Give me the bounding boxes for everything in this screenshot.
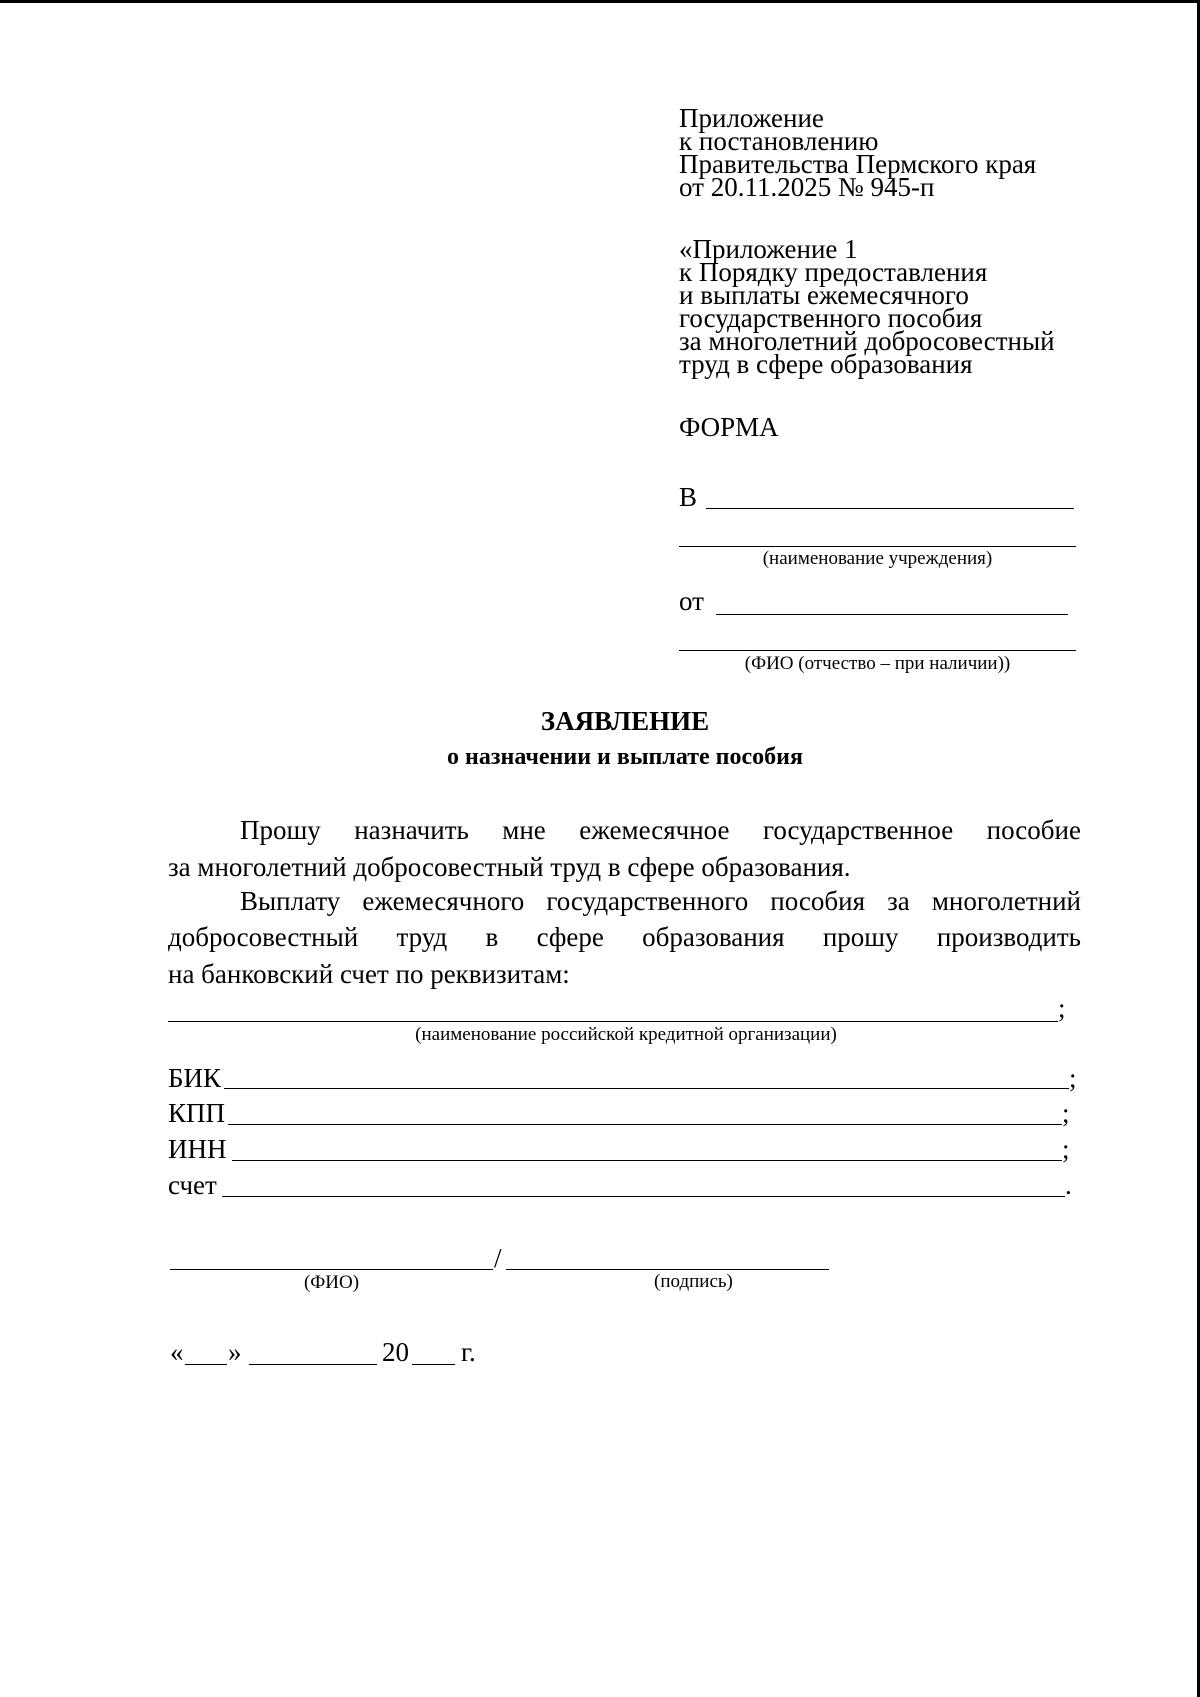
word: пособие (986, 815, 1081, 845)
kpp-label: КПП (168, 1098, 226, 1128)
annex-line: государственного пособия (679, 303, 983, 333)
paragraph-2-line-1 (240, 883, 1081, 919)
word: Прошу (240, 815, 321, 845)
bik-end: ; (1069, 1063, 1077, 1093)
inn-field-line[interactable] (232, 1160, 1062, 1161)
word: в (485, 922, 499, 952)
annex-block (679, 234, 1055, 379)
paragraph-2-line-2 (168, 919, 1081, 955)
word: труд (396, 922, 448, 952)
bank-name-caption: (наименование российской кредитной организации) (415, 1024, 837, 1045)
bank-name-field-line[interactable] (168, 1021, 1058, 1022)
paragraph-1-line-2: за многолетний добросовестный труд в сфере образования. (168, 852, 851, 882)
document-title: ЗАЯВЛЕНИЕ (540, 706, 710, 736)
word: добросовестный (168, 922, 359, 952)
signature-sign-caption: (подпись) (654, 1271, 733, 1292)
word: образования (642, 922, 785, 952)
date-close-quote: » (228, 1337, 242, 1367)
account-end: . (1065, 1170, 1072, 1200)
paragraph-1-line-1 (240, 812, 1081, 848)
annex-line: «Приложение 1 (679, 234, 858, 264)
appendix-block (679, 103, 1037, 202)
institution-field-line-2[interactable] (679, 546, 1076, 547)
word: государственное (762, 815, 954, 845)
document-subtitle: о назначении и выплате пособия (447, 744, 803, 770)
word: многолетний (931, 886, 1081, 916)
from-prefix: от (679, 586, 704, 616)
bik-label: БИК (168, 1063, 222, 1093)
word: Выплату (240, 886, 341, 916)
to-prefix: В (679, 482, 698, 512)
word: назначить (354, 815, 469, 845)
applicant-fio-caption: (ФИО (отчество – при наличии)) (744, 653, 1011, 674)
account-field-line[interactable] (222, 1196, 1065, 1197)
applicant-fio-line-2[interactable] (679, 650, 1076, 651)
date-open-quote: « (170, 1337, 184, 1367)
signature-separator: / (494, 1243, 502, 1273)
signature-fio-caption: (ФИО) (303, 1272, 360, 1293)
scan-edge-top (0, 0, 1200, 3)
word: пособия (770, 886, 865, 916)
annex-line: за многолетний добросовестный (679, 326, 1055, 356)
account-label: счет (168, 1170, 217, 1200)
kpp-end: ; (1062, 1098, 1070, 1128)
appendix-line: Правительства Пермского края (679, 149, 1037, 179)
bank-name-end: ; (1058, 993, 1066, 1023)
appendix-line: от 20.11.2025 № 945-п (679, 172, 935, 202)
word: за (887, 886, 910, 916)
form-label: ФОРМА (679, 412, 779, 442)
signature-sign-line[interactable] (506, 1269, 829, 1270)
paragraph-2-line-3: на банковский счет по реквизитам: (168, 959, 570, 989)
date-year-field[interactable] (412, 1364, 455, 1365)
institution-field-line-1[interactable] (706, 508, 1074, 509)
inn-end: ; (1062, 1134, 1070, 1164)
word: мне (502, 815, 546, 845)
institution-caption: (наименование учреждения) (762, 548, 993, 569)
annex-line: труд в сфере образования (679, 349, 973, 379)
appendix-line: Приложение (679, 103, 824, 133)
date-month-field[interactable] (249, 1364, 377, 1365)
word: сфере (536, 922, 604, 952)
word: ежемесячное (579, 815, 730, 845)
kpp-field-line[interactable] (228, 1124, 1062, 1125)
word: государственного (546, 886, 749, 916)
word: прошу (822, 922, 899, 952)
word: производить (936, 922, 1081, 952)
annex-line: и выплаты ежемесячного (679, 280, 969, 310)
appendix-line: к постановлению (679, 126, 879, 156)
annex-line: к Порядку предоставления (679, 257, 988, 287)
bik-field-line[interactable] (224, 1088, 1069, 1089)
date-day-field[interactable] (185, 1364, 227, 1365)
date-year-suffix: г. (461, 1337, 476, 1367)
signature-fio-line[interactable] (170, 1269, 493, 1270)
inn-label: ИНН (168, 1134, 227, 1164)
applicant-fio-line-1[interactable] (716, 614, 1068, 615)
word: ежемесячного (362, 886, 525, 916)
date-century: 20 (382, 1337, 409, 1367)
